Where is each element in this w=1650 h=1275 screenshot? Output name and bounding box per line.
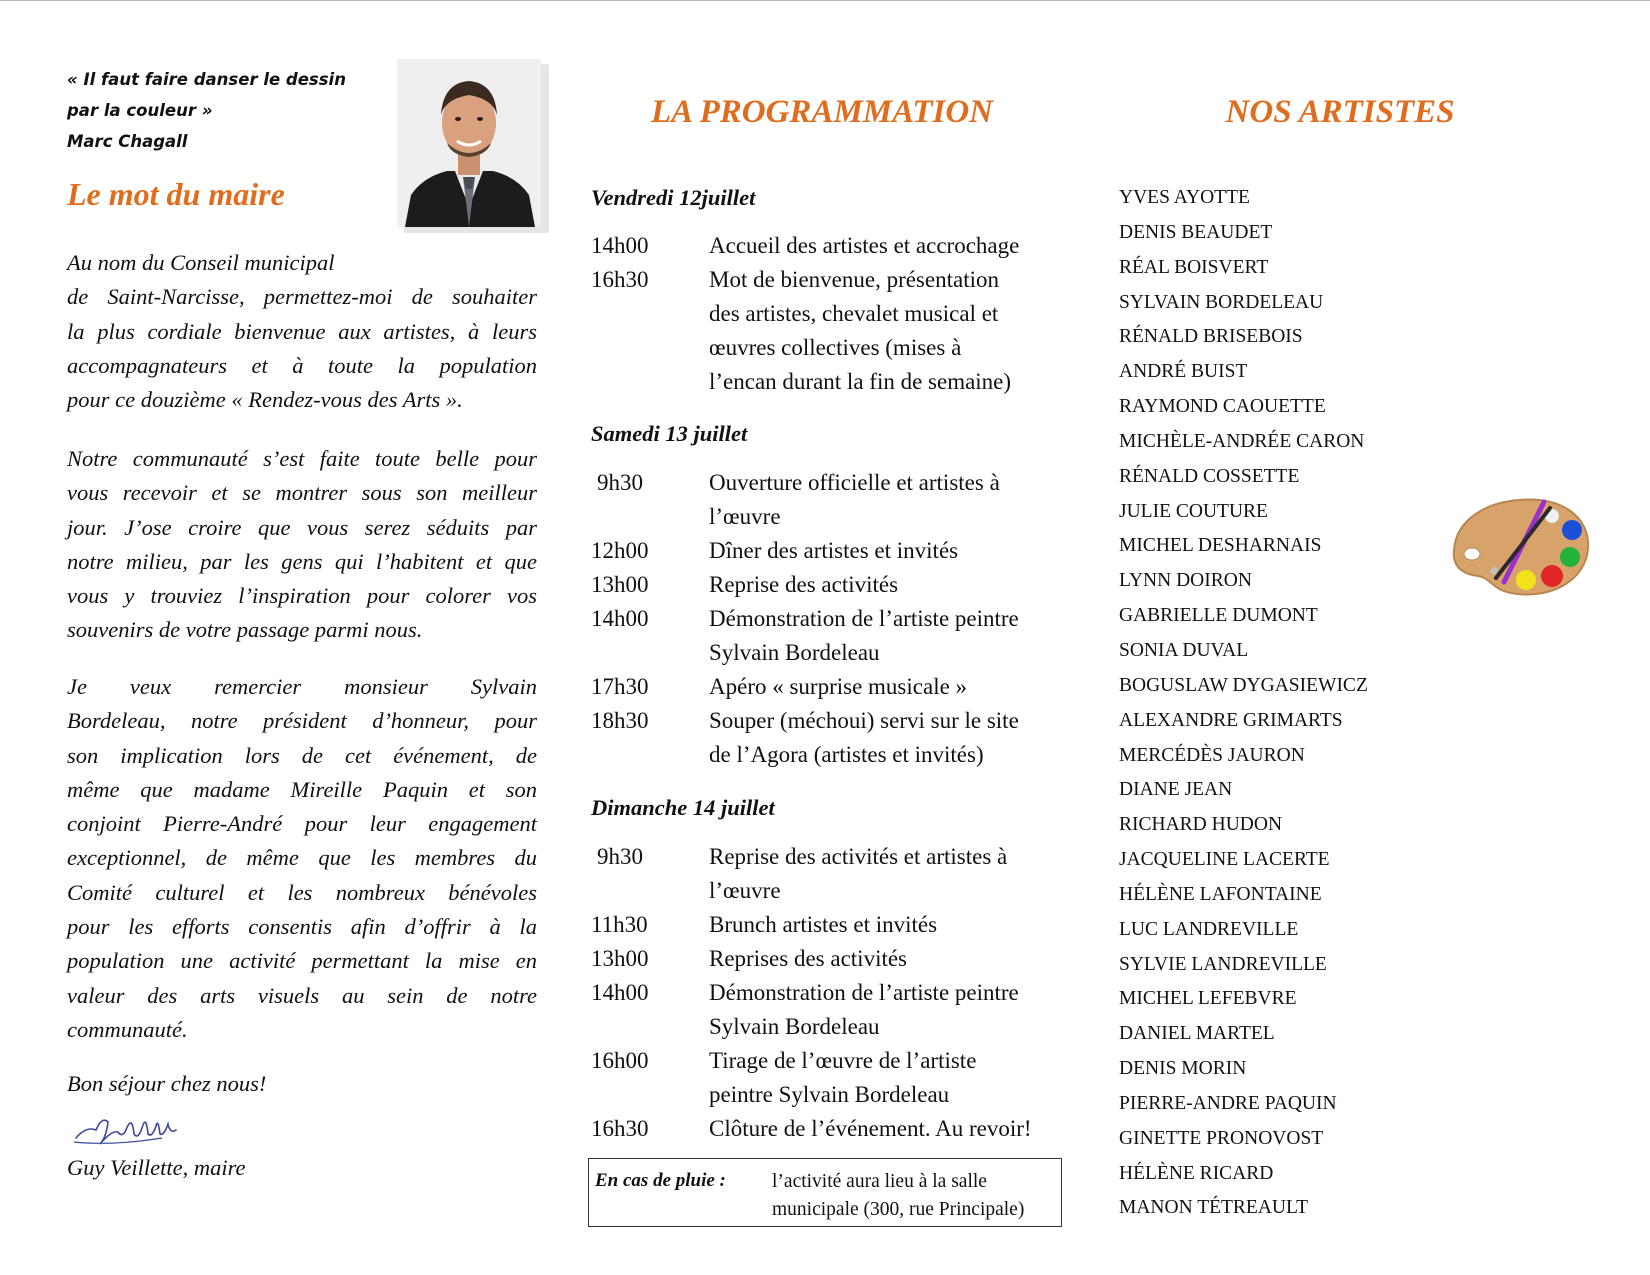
artist-name: DANIEL MARTEL (1119, 1023, 1275, 1045)
rain-label: En cas de pluie : (595, 1170, 726, 1191)
artist-name: GABRIELLE DUMONT (1119, 605, 1318, 627)
schedule-desc: Ouverture officielle et artistes à (709, 470, 1000, 495)
artist-name: MICHEL LEFEBVRE (1119, 988, 1297, 1010)
paragraph-line: vous recevoir et se montrer sous son meilleur (67, 480, 537, 506)
artist-name: ALEXANDRE GRIMARTS (1119, 709, 1343, 731)
mayor-paragraph-1 (67, 246, 537, 417)
schedule-time: 13h00 (591, 572, 649, 597)
rain-text (772, 1168, 1024, 1224)
schedule-time: 11h30 (591, 912, 648, 937)
schedule-row (591, 1112, 1071, 1146)
schedule-desc: Reprise des activités et artistes à (709, 844, 1008, 869)
quote-line: par la couleur » (67, 101, 213, 120)
schedule-desc: Mot de bienvenue, présentation (709, 267, 999, 292)
paragraph-line: Au nom du Conseil municipal (67, 250, 335, 275)
paragraph-line: de Saint-Narcisse, permettez-moi de souhaiter (67, 284, 537, 310)
schedule-row (591, 704, 1071, 772)
schedule-desc: l’œuvre (709, 878, 781, 903)
artist-name: SONIA DUVAL (1119, 639, 1249, 661)
schedule-time: 9h30 (597, 844, 643, 869)
schedule-desc: Accueil des artistes et accrochage (709, 233, 1020, 258)
schedule-row (591, 263, 1071, 399)
mayor-photo (397, 59, 541, 227)
schedule-desc: l’œuvre (709, 504, 781, 529)
paragraph-line: Bordeleau, notre président d’honneur, pour (67, 708, 537, 734)
rain-notice-box (588, 1158, 1062, 1227)
schedule-desc: l’encan durant la fin de semaine) (709, 369, 1012, 394)
schedule-desc: Souper (méchoui) servi sur le site (709, 708, 1019, 733)
artist-list (1119, 181, 1368, 1226)
paragraph-line: Je veux remercier monsieur Sylvain (67, 674, 537, 699)
schedule-row (591, 908, 1071, 942)
schedule-desc: peintre Sylvain Bordeleau (709, 1082, 950, 1107)
mayor-signature (72, 1108, 192, 1150)
schedule-row (591, 229, 1071, 263)
paragraph-line: vous y trouviez l’inspiration pour colorer vos (67, 583, 537, 609)
schedule-desc: Sylvain Bordeleau (709, 1014, 880, 1039)
schedule-time: 14h00 (591, 980, 649, 1005)
schedule-time: 12h00 (591, 538, 649, 563)
schedule-time: 14h00 (591, 606, 649, 631)
schedule-desc: Tirage de l’œuvre de l’artiste (709, 1048, 977, 1073)
schedule-time: 16h30 (591, 267, 649, 292)
paragraph-line: accompagnateurs et à toute la population (67, 352, 537, 378)
schedule-time: 13h00 (591, 946, 649, 971)
day-title-saturday: Samedi 13 juillet (591, 421, 748, 446)
paragraph-line: Comité culturel et les nombreux bénévoles (67, 879, 537, 905)
schedule-row (591, 534, 1071, 568)
schedule-desc: Reprise des activités (709, 572, 899, 597)
program-title: LA PROGRAMMATION (651, 94, 993, 130)
artist-name: DENIS BEAUDET (1119, 221, 1273, 243)
schedule-desc: Dîner des artistes et invités (709, 538, 959, 563)
artist-name: GINETTE PRONOVOST (1119, 1127, 1324, 1149)
schedule-row (591, 840, 1071, 908)
schedule-row (591, 568, 1071, 602)
schedule-row (591, 942, 1071, 976)
quote-line: « Il faut faire danser le dessin (67, 70, 346, 89)
paragraph-line: la plus cordiale bienvenue aux artistes, à leurs (67, 318, 537, 344)
day-title-sunday: Dimanche 14 juillet (591, 795, 775, 820)
artist-name: HÉLÈNE RICARD (1119, 1162, 1274, 1184)
paragraph-line: Notre communauté s’est faite toute belle pour (67, 446, 537, 471)
artist-name: ANDRÉ BUIST (1119, 361, 1248, 383)
schedule-saturday (591, 466, 1071, 772)
schedule-desc: œuvres collectives (mises à (709, 335, 962, 360)
artist-name: RÉAL BOISVERT (1119, 256, 1269, 278)
quote-author: Marc Chagall (67, 132, 188, 151)
paragraph-line: pour ce douzième « Rendez-vous des Arts ». (67, 387, 463, 413)
paragraph-line: notre milieu, par les gens qui l’habitent et que (67, 548, 537, 574)
schedule-row (591, 466, 1071, 534)
artist-name: LUC LANDREVILLE (1119, 918, 1299, 940)
paragraph-line: communauté. (67, 1016, 188, 1042)
schedule-time: 16h00 (591, 1048, 649, 1073)
schedule-desc: Sylvain Bordeleau (709, 640, 880, 665)
artists-title: NOS ARTISTES (1225, 94, 1455, 130)
paragraph-line: jour. J’ose croire que vous serez séduits par (67, 514, 537, 540)
schedule-desc: Apéro « surprise musicale » (709, 674, 968, 699)
top-border (0, 0, 1650, 1)
closing-line: Bon séjour chez nous! (67, 1071, 267, 1096)
mayor-name: Guy Veillette, maire (67, 1155, 246, 1180)
artist-name: PIERRE-ANDRE PAQUIN (1119, 1092, 1337, 1114)
artist-name: MANON TÉTREAULT (1119, 1197, 1309, 1219)
rain-line: municipale (300, rue Principale) (772, 1199, 1025, 1220)
mayor-paragraph-2 (67, 442, 537, 648)
paragraph-line: exceptionnel, de même que les membres du (67, 845, 537, 871)
artist-name: DIANE JEAN (1119, 779, 1233, 801)
artist-name: LYNN DOIRON (1119, 570, 1252, 592)
schedule-time: 9h30 (597, 470, 643, 495)
mayor-paragraph-3 (67, 670, 537, 1047)
paragraph-line: son implication lors de cet événement, de (67, 742, 537, 768)
paint-palette-icon (1448, 494, 1592, 600)
rain-line: l’activité aura lieu à la salle (772, 1171, 987, 1192)
paragraph-line: valeur des arts visuels au sein de notre (67, 982, 537, 1008)
paragraph-line: conjoint Pierre-André pour leur engagement (67, 811, 537, 837)
artist-name: YVES AYOTTE (1119, 187, 1250, 208)
artist-name: MICHÈLE-ANDRÉE CARON (1119, 430, 1365, 452)
artist-name: DENIS MORIN (1119, 1058, 1247, 1080)
chagall-quote (67, 64, 367, 157)
schedule-row (591, 602, 1071, 670)
artist-name: BOGUSLAW DYGASIEWICZ (1119, 674, 1368, 696)
artist-name: SYLVIE LANDREVILLE (1119, 953, 1327, 975)
schedule-desc: Clôture de l’événement. Au revoir! (709, 1116, 1032, 1141)
artist-name: SYLVAIN BORDELEAU (1119, 291, 1324, 313)
schedule-friday (591, 229, 1071, 399)
schedule-desc: des artistes, chevalet musical et (709, 301, 999, 326)
artist-name: RÉNALD COSSETTE (1119, 465, 1300, 487)
mayor-message-title: Le mot du maire (67, 176, 285, 212)
schedule-time: 17h30 (591, 674, 649, 699)
schedule-time: 18h30 (591, 708, 649, 733)
paragraph-line: pour les efforts consentis afin d’offrir à la (67, 914, 537, 940)
paragraph-line: souvenirs de votre passage parmi nous. (67, 617, 423, 643)
schedule-time: 14h00 (591, 233, 649, 258)
schedule-row (591, 670, 1071, 704)
artist-name: MERCÉDÈS JAURON (1119, 744, 1305, 766)
schedule-desc: Reprises des activités (709, 946, 908, 971)
schedule-desc: Brunch artistes et invités (709, 912, 938, 937)
artist-name: MICHEL DESHARNAIS (1119, 535, 1322, 557)
schedule-desc: Démonstration de l’artiste peintre (709, 980, 1019, 1005)
artist-name: RICHARD HUDON (1119, 814, 1283, 836)
paragraph-line: population une activité permettant la mise en (67, 948, 537, 974)
artist-name: JACQUELINE LACERTE (1119, 849, 1330, 871)
schedule-row (591, 1044, 1071, 1112)
schedule-desc: de l’Agora (artistes et invités) (709, 742, 984, 767)
artist-name: JULIE COUTURE (1119, 500, 1268, 522)
day-title-friday: Vendredi 12juillet (591, 185, 756, 210)
schedule-desc: Démonstration de l’artiste peintre (709, 606, 1019, 631)
schedule-time: 16h30 (591, 1116, 649, 1141)
artist-name: HÉLÈNE LAFONTAINE (1119, 883, 1322, 905)
artist-name: RAYMOND CAOUETTE (1119, 396, 1326, 418)
paragraph-line: même que madame Mireille Paquin et son (67, 776, 537, 802)
schedule-sunday (591, 840, 1071, 1146)
artist-name: RÉNALD BRISEBOIS (1119, 326, 1303, 348)
schedule-row (591, 976, 1071, 1044)
